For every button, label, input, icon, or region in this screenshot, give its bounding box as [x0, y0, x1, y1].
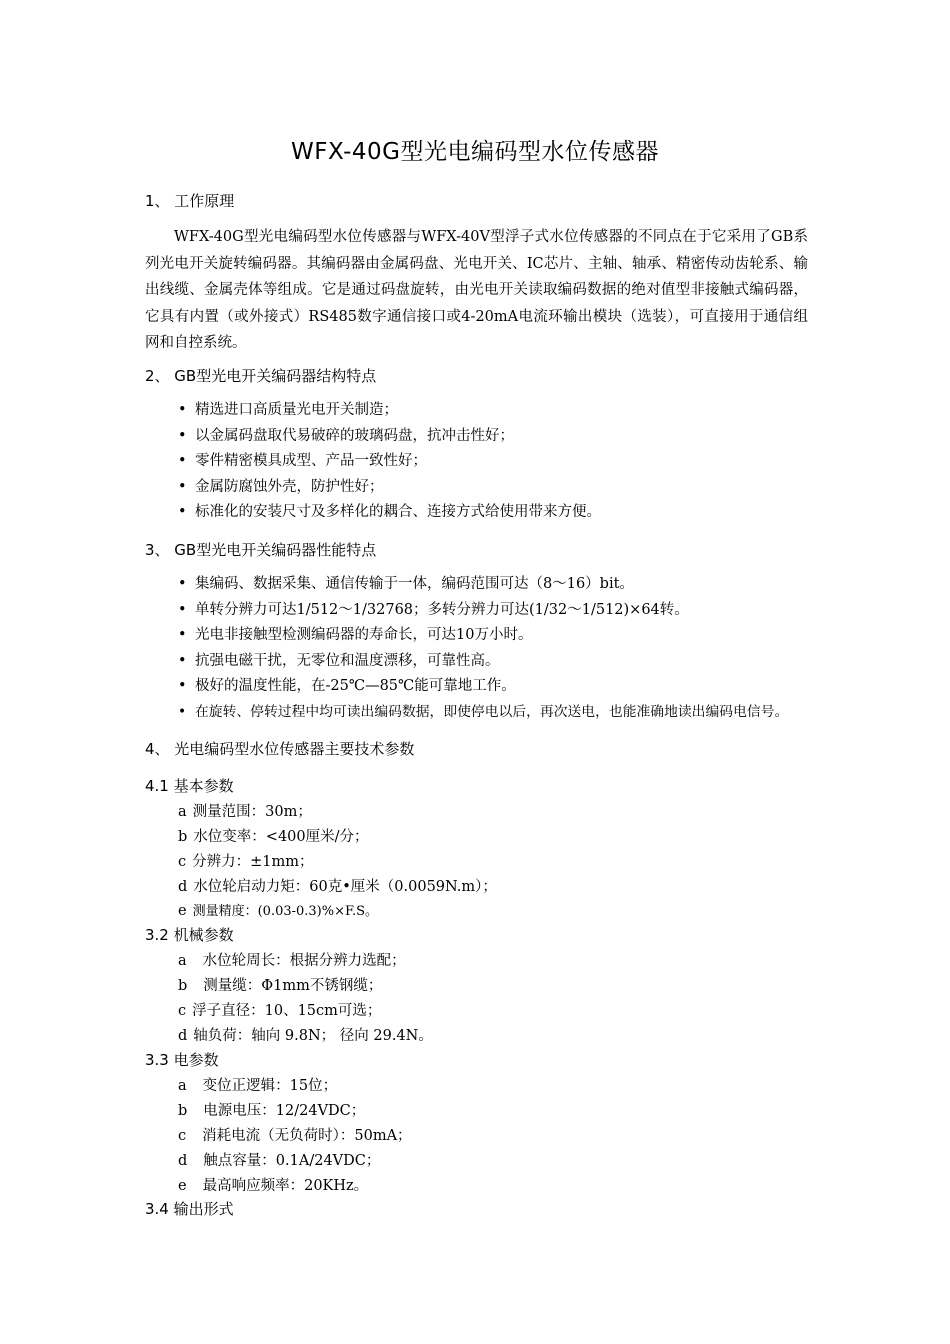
list-item-text: 精选进口高质量光电开关制造；	[195, 402, 398, 418]
list-item	[178, 700, 788, 726]
list-item-text: 标准化的安装尺寸及多样化的耦合、连接方式给使用带来方便。	[195, 504, 601, 520]
section-3-heading: 3、 GB型光电开关编码器性能特点	[145, 541, 377, 559]
param-label: b	[178, 1103, 188, 1119]
param-label: d	[178, 1028, 188, 1044]
param-label: c	[178, 1128, 187, 1144]
bullet-icon: •	[178, 678, 187, 694]
list-item-text: 零件精密模具成型、产品一致性好；	[195, 453, 427, 469]
list-item	[178, 500, 601, 526]
subsection-basic-heading: 4.1 基本参数	[145, 777, 234, 795]
param-item	[178, 1124, 412, 1145]
param-item	[178, 850, 314, 871]
list-item-text: 单转分辨力可达1/512～1/32768；多转分辨力可达(1/32～1/512)×64转。	[195, 601, 689, 618]
param-label: b	[178, 978, 188, 994]
param-text: 水位轮启动力矩：60克•厘米（0.0059N.m）；	[193, 879, 497, 895]
param-item	[178, 1024, 433, 1045]
list-item	[178, 449, 601, 475]
param-label: d	[178, 879, 188, 895]
bullet-icon: •	[178, 478, 187, 495]
bullet-icon: •	[178, 627, 187, 643]
param-item	[178, 1174, 368, 1195]
param-text: 分辨力：±1mm；	[192, 854, 314, 870]
bullet-icon: •	[178, 601, 187, 618]
list-item-text: 以金属码盘取代易破碎的玻璃码盘，抗冲击性好；	[195, 427, 514, 444]
document-title: WFX-40G型光电编码型水位传感器	[291, 139, 659, 165]
param-item	[178, 825, 369, 846]
param-item	[178, 1074, 337, 1095]
list-item	[178, 398, 601, 424]
section-1-heading: 1、 工作原理	[145, 192, 235, 210]
param-label: d	[178, 1153, 188, 1169]
list-item	[178, 572, 788, 598]
param-text: 轴负荷：轴向 9.8N； 径向 29.4N。	[193, 1028, 433, 1044]
param-item	[178, 949, 406, 970]
bullet-icon: •	[178, 402, 187, 418]
param-text: 浮子直径：10、15cm可选；	[192, 1003, 382, 1019]
param-item	[178, 999, 381, 1020]
param-label: a	[178, 804, 187, 820]
list-item-text: 金属防腐蚀外壳，防护性好；	[195, 478, 384, 495]
list-item	[178, 424, 601, 450]
section-2-heading: 2、 GB型光电开关编码器结构特点	[145, 367, 377, 385]
section-1-body	[145, 224, 808, 357]
param-label: c	[178, 854, 187, 870]
list-item-text: 集编码、数据采集、通信传输于一体，编码范围可达（8～16）bit。	[195, 576, 634, 592]
param-label: c	[178, 1003, 187, 1019]
subsection-electrical-heading: 3.3 电参数	[145, 1051, 219, 1069]
param-item	[178, 800, 312, 821]
list-item-text: 极好的温度性能，在-25℃—85℃能可靠地工作。	[195, 678, 516, 694]
section-1-paragraph: WFX-40G型光电编码型水位传感器与WFX-40V型浮子式水位传感器的不同点在于它采用了GB系列光电开关旋转编码器。其编码器由金属码盘、光电开关、IC芯片、主轴、轴承、精密传动齿轮系、输出线缆、金属壳体等组成。它是通过码盘旋转，由光电开关读取编码数据的绝对值型非接触式编码器，它具有内置（或外接式）RS485数字通信接口或4-20mA电流环输出模块（选装），可直接用于通信组网和自控系统。	[145, 229, 808, 351]
list-item-text: 抗强电磁干扰，无零位和温度漂移，可靠性高。	[195, 652, 500, 669]
section-2-bullet-list	[178, 398, 601, 526]
section-4-heading: 4、 光电编码型水位传感器主要技术参数	[145, 740, 415, 758]
bullet-icon: •	[178, 652, 187, 669]
list-item	[178, 649, 788, 675]
list-item	[178, 674, 788, 700]
section-3-bullet-list	[178, 572, 788, 725]
param-item	[178, 900, 378, 919]
param-item	[178, 1099, 365, 1120]
bullet-icon: •	[178, 576, 187, 592]
bullet-icon: •	[178, 504, 187, 520]
param-label: e	[178, 903, 187, 919]
param-text: 水位轮周长：根据分辨力选配；	[202, 953, 406, 969]
param-text: 最高响应频率：20KHz。	[202, 1178, 369, 1194]
param-label: e	[178, 1178, 187, 1194]
param-label: b	[178, 829, 188, 845]
list-item	[178, 475, 601, 501]
list-item	[178, 623, 788, 649]
bullet-icon: •	[178, 453, 187, 469]
param-item	[178, 1149, 380, 1170]
bullet-icon: •	[178, 703, 187, 720]
subsection-output-heading: 3.4 输出形式	[145, 1200, 234, 1218]
param-text: 变位正逻辑：15位；	[202, 1078, 338, 1094]
param-text: 水位变率：<400厘米/分；	[193, 829, 369, 845]
param-item	[178, 875, 497, 896]
param-label: a	[178, 953, 187, 969]
bullet-icon: •	[178, 427, 187, 444]
param-text: 电源电压：12/24VDC；	[203, 1103, 366, 1119]
param-item	[178, 974, 382, 995]
param-text: 测量缆：Φ1mm不锈钢缆；	[203, 978, 383, 994]
param-label: a	[178, 1078, 187, 1094]
list-item-text: 光电非接触型检测编码器的寿命长，可达10万小时。	[195, 627, 533, 643]
list-item-text: 在旋转、停转过程中均可读出编码数据，即使停电以后，再次送电，也能准确地读出编码电信号。	[195, 703, 789, 720]
param-text: 测量精度：(0.03-0.3)%×F.S。	[192, 904, 379, 919]
param-text: 触点容量：0.1A/24VDC；	[203, 1153, 381, 1169]
list-item	[178, 598, 788, 624]
param-text: 测量范围：30m；	[192, 804, 312, 820]
param-text: 消耗电流（无负荷时）：50mA；	[202, 1128, 412, 1144]
subsection-mechanical-heading: 3.2 机械参数	[145, 926, 234, 944]
